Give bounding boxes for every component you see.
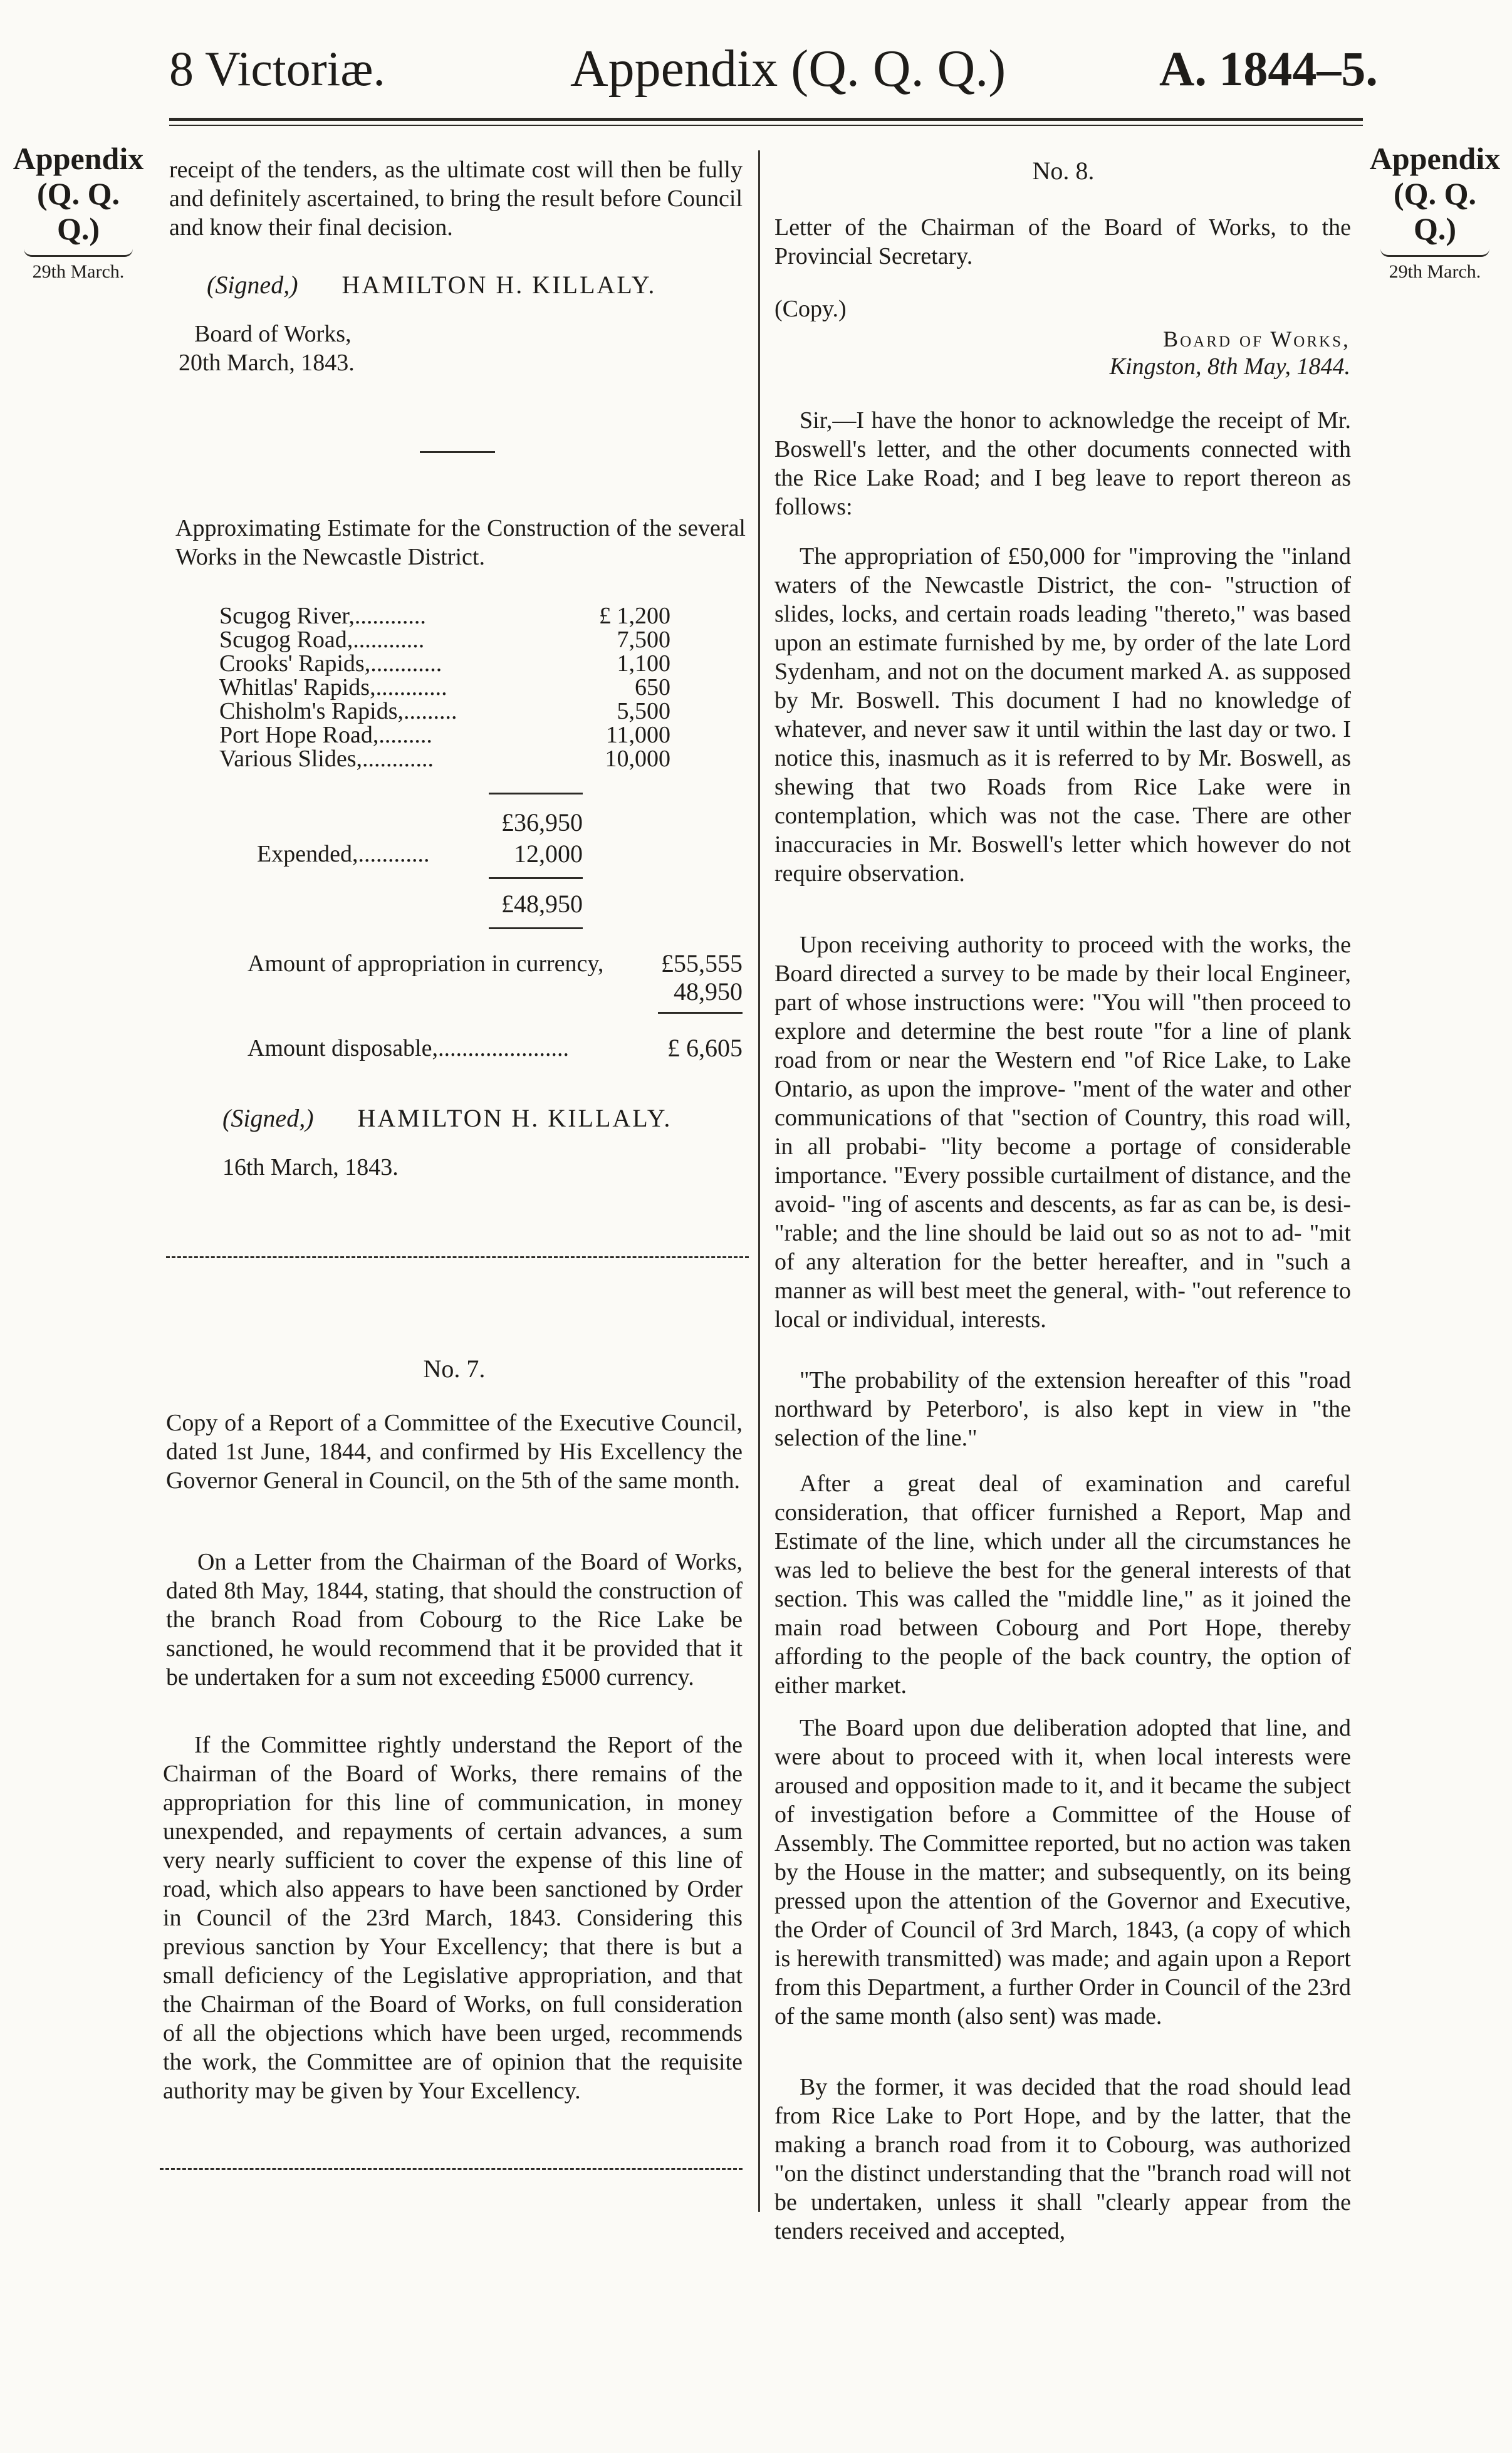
expended-label: Expended,............ (257, 841, 430, 867)
estimate-row-label: Chisholm's Rapids,......... (219, 698, 457, 724)
estimate-row-label: Scugog Road,............ (219, 627, 425, 653)
no7-title: Copy of a Report of a Committee of the Executive Council, dated 1st June, 1844, and confirmed by His Excellency the Governor General in Council, on the 5th of the same month. (166, 1410, 743, 1494)
no8-para-2: The appropriation of £50,000 for "improving the "inland waters of the Newcastle District, the con- "struction of slides, locks, and certain roads leading "thereto," was based upon an estimate furnished by me, by order of the late Lord Sydenham, and not on the document marked A. as supposed by Mr. Boswell. This document I had no knowledge of whatever, and never saw it until within the last day or two. I notice this, inasmuch as it is referred to by Mr. Boswell, as shewing that two Roads from Rice Lake were in contemplation, which was not the case. There are other inaccuracies in Mr. Boswell's letter which however do not require observation. (774, 543, 1351, 887)
appropriation-less: 48,950 (674, 977, 743, 1006)
margin-note-left-brace (24, 249, 133, 257)
estimate-row-value: 5,500 (617, 698, 670, 724)
running-head-right: A. 1844–5. (1159, 41, 1378, 96)
estimate-title (175, 514, 746, 571)
estimate-total: £48,950 (501, 890, 583, 918)
subtotal-rule (489, 793, 583, 794)
section-separator-left (166, 1256, 749, 1258)
no8-para-1: Sir,—I have the honor to acknowledge the receipt of Mr. Boswell's letter, and the other documents connected with the Rice Lake Road; and I beg leave to report thereon as follows: (774, 407, 1351, 520)
margin-note-left-tag: Appendix (Q. Q. Q.) (13, 141, 144, 246)
no8-heading: No. 8. (1032, 157, 1095, 185)
margin-note-left-date: 29th March. (32, 261, 125, 282)
no8-para-6: The Board upon due deliberation adopted that line, and were about to proceed with it, when local interests were aroused and opposition made to it, and it became the subject of investigation before a Committee of the House of Assembly. The Committee reported, but no action was taken by the House in the matter; and subsequently, on its being pressed upon the attention of the Governor and Executive, the Order of Council of 3rd March, 1843, (a copy of which is herewith transmitted) was made; and again upon a Report from this Department, a further Order in Council of the 23rd of the same month (also sent) was made. (774, 1715, 1351, 2029)
total-underline (489, 927, 583, 929)
disposable-value: £ 6,605 (667, 1034, 743, 1062)
signatory-name-1: HAMILTON H. KILLALY. (342, 271, 657, 299)
estimate-row-label: Port Hope Road,......... (219, 722, 432, 748)
estimate-row-label: Scugog River,............ (219, 603, 426, 629)
expended-value: 12,000 (514, 840, 583, 868)
estimate-items (219, 602, 670, 865)
appropriation-label: Amount of appropriation in currency, (248, 950, 604, 977)
no8-para-7: By the former, it was decided that the road should lead from Rice Lake to Port Hope, and by the latter, that the making a branch road from it to Cobourg, was authorized "on the distinct understanding that the "branch road will not be undertaken, unless it shall "clearly appear from the tenders received and accepted, (774, 2074, 1351, 2244)
signature-block-1 (207, 269, 758, 301)
running-head-left: 8 Victoriæ. (169, 41, 385, 96)
section-separator-left-bottom (160, 2168, 743, 2170)
estimate-row-value: 10,000 (605, 746, 670, 772)
estimate-row-value: 1,100 (617, 650, 670, 677)
margin-note-right-brace (1380, 249, 1489, 257)
header-rule-thick (169, 118, 1363, 121)
disposable-label: Amount disposable,...................... (248, 1035, 569, 1061)
margin-note-right (1369, 141, 1501, 284)
margin-note-right-tag: Appendix (Q. Q. Q.) (1369, 141, 1501, 246)
estimate-row-value: 7,500 (617, 627, 670, 653)
header-rule-thin (169, 125, 1363, 126)
copy-label: (Copy.) (774, 296, 847, 322)
disposable-rule (658, 1012, 743, 1014)
signed-label-1: (Signed,) (207, 271, 298, 299)
no8-para-4: "The probability of the extension hereafter of this "road northward by Peterboro', is also kept in view in "the selection of the line." (774, 1367, 1351, 1451)
estimate-row-label: Whitlas' Rapids,............ (219, 674, 447, 700)
margin-note-right-date: 29th March. (1389, 261, 1481, 282)
signatory-name-2: HAMILTON H. KILLALY. (357, 1104, 672, 1132)
short-separator-1 (420, 451, 495, 453)
total-rule (489, 877, 583, 879)
appropriation-value: £55,555 (661, 949, 743, 977)
no7-para-2: If the Committee rightly understand the Report of the Chairman of the Board of Works, there remains of the appropriation for this line of communication, in money unexpended, and repayments of certain advances, a sum very nearly sufficient to cover the expense of this line of road, which also appears to have been sanctioned by Order in Council of the 23rd March, 1843. Considering this previous sanction by Your Excellency; that there is but a small deficiency of the Legislative appropriation, and that the Chairman of the Board of Works, on full consideration of all the objections which have been urged, recommends the work, the Committee are of opinion that the requisite authority may be given by Your Excellency. (163, 1732, 743, 2104)
signature-place-1: Board of Works, (194, 321, 352, 347)
no7-para-1: On a Letter from the Chairman of the Board of Works, dated 8th May, 1844, stating, that should the construction of the branch Road from Cobourg to the Rice Lake be sanctioned, he would recommend that it be provided that it be undertaken for a sum not exceeding £5000 currency. (166, 1549, 743, 1690)
estimate-row-label: Crooks' Rapids,............ (219, 650, 442, 677)
signature-block-2 (222, 1103, 749, 1134)
no7-heading: No. 7. (423, 1355, 486, 1383)
estimate-row-value: 11,000 (605, 722, 670, 748)
estimate-subtotal: £36,950 (501, 808, 583, 836)
signature-date-1: 20th March, 1843. (179, 350, 355, 376)
no8-title: Letter of the Chairman of the Board of Works, to the Provincial Secretary. (774, 214, 1351, 269)
estimate-row-value: £ 1,200 (599, 603, 670, 629)
letter-place-date: Kingston, 8th May, 1844. (1109, 353, 1350, 380)
estimate-row-label: Various Slides,............ (219, 746, 434, 772)
estimate-row-value: 650 (635, 674, 670, 700)
column-divider (758, 150, 760, 2212)
running-head-center: Appendix (Q. Q. Q.) (570, 39, 1006, 98)
letterhead-board: Board of Works, (1163, 326, 1350, 352)
signature-date-2: 16th March, 1843. (222, 1154, 399, 1180)
no8-para-3: Upon receiving authority to proceed with the works, the Board directed a survey to be made by their local Engineer, part of whose instructions were: "You will "then proceed to explore and determine the best route "for a line of plank road from or near the Western end "of Rice Lake, to Lake Ontario, as upon the improve- "ment of the water and other communications of that "section of Country, this road will, in all probabi- "lity become a portage of considerable importance. "Every possible curtailment of distance, and the avoid- "ing of ascents and descents, as far as can be, is desi- "rable; and the line should be laid out so as not to ad- "mit of any alteration for the better hereafter, and in "such a manner as will best meet the general, with- "out reference to local or individual, interests. (774, 932, 1351, 1333)
margin-note-left (13, 141, 144, 284)
signed-label-2: (Signed,) (222, 1104, 314, 1132)
intro-continuation: receipt of the tenders, as the ultimate cost will then be fully and definitely ascertained, to bring the result before Council and know their final decision. (169, 157, 743, 241)
estimate-title-text: Approximating Estimate for the Construction of the several Works in the Newcastle District. (175, 515, 746, 570)
no8-para-5: After a great deal of examination and careful consideration, that officer furnished a Report, Map and Estimate of the line, which under all the circumstances he was led to believe the best for the general interests of that section. This was called the "middle line," as it joined the main road between Cobourg and Port Hope, thereby affording to the people of the back country, the option of either market. (774, 1471, 1351, 1699)
